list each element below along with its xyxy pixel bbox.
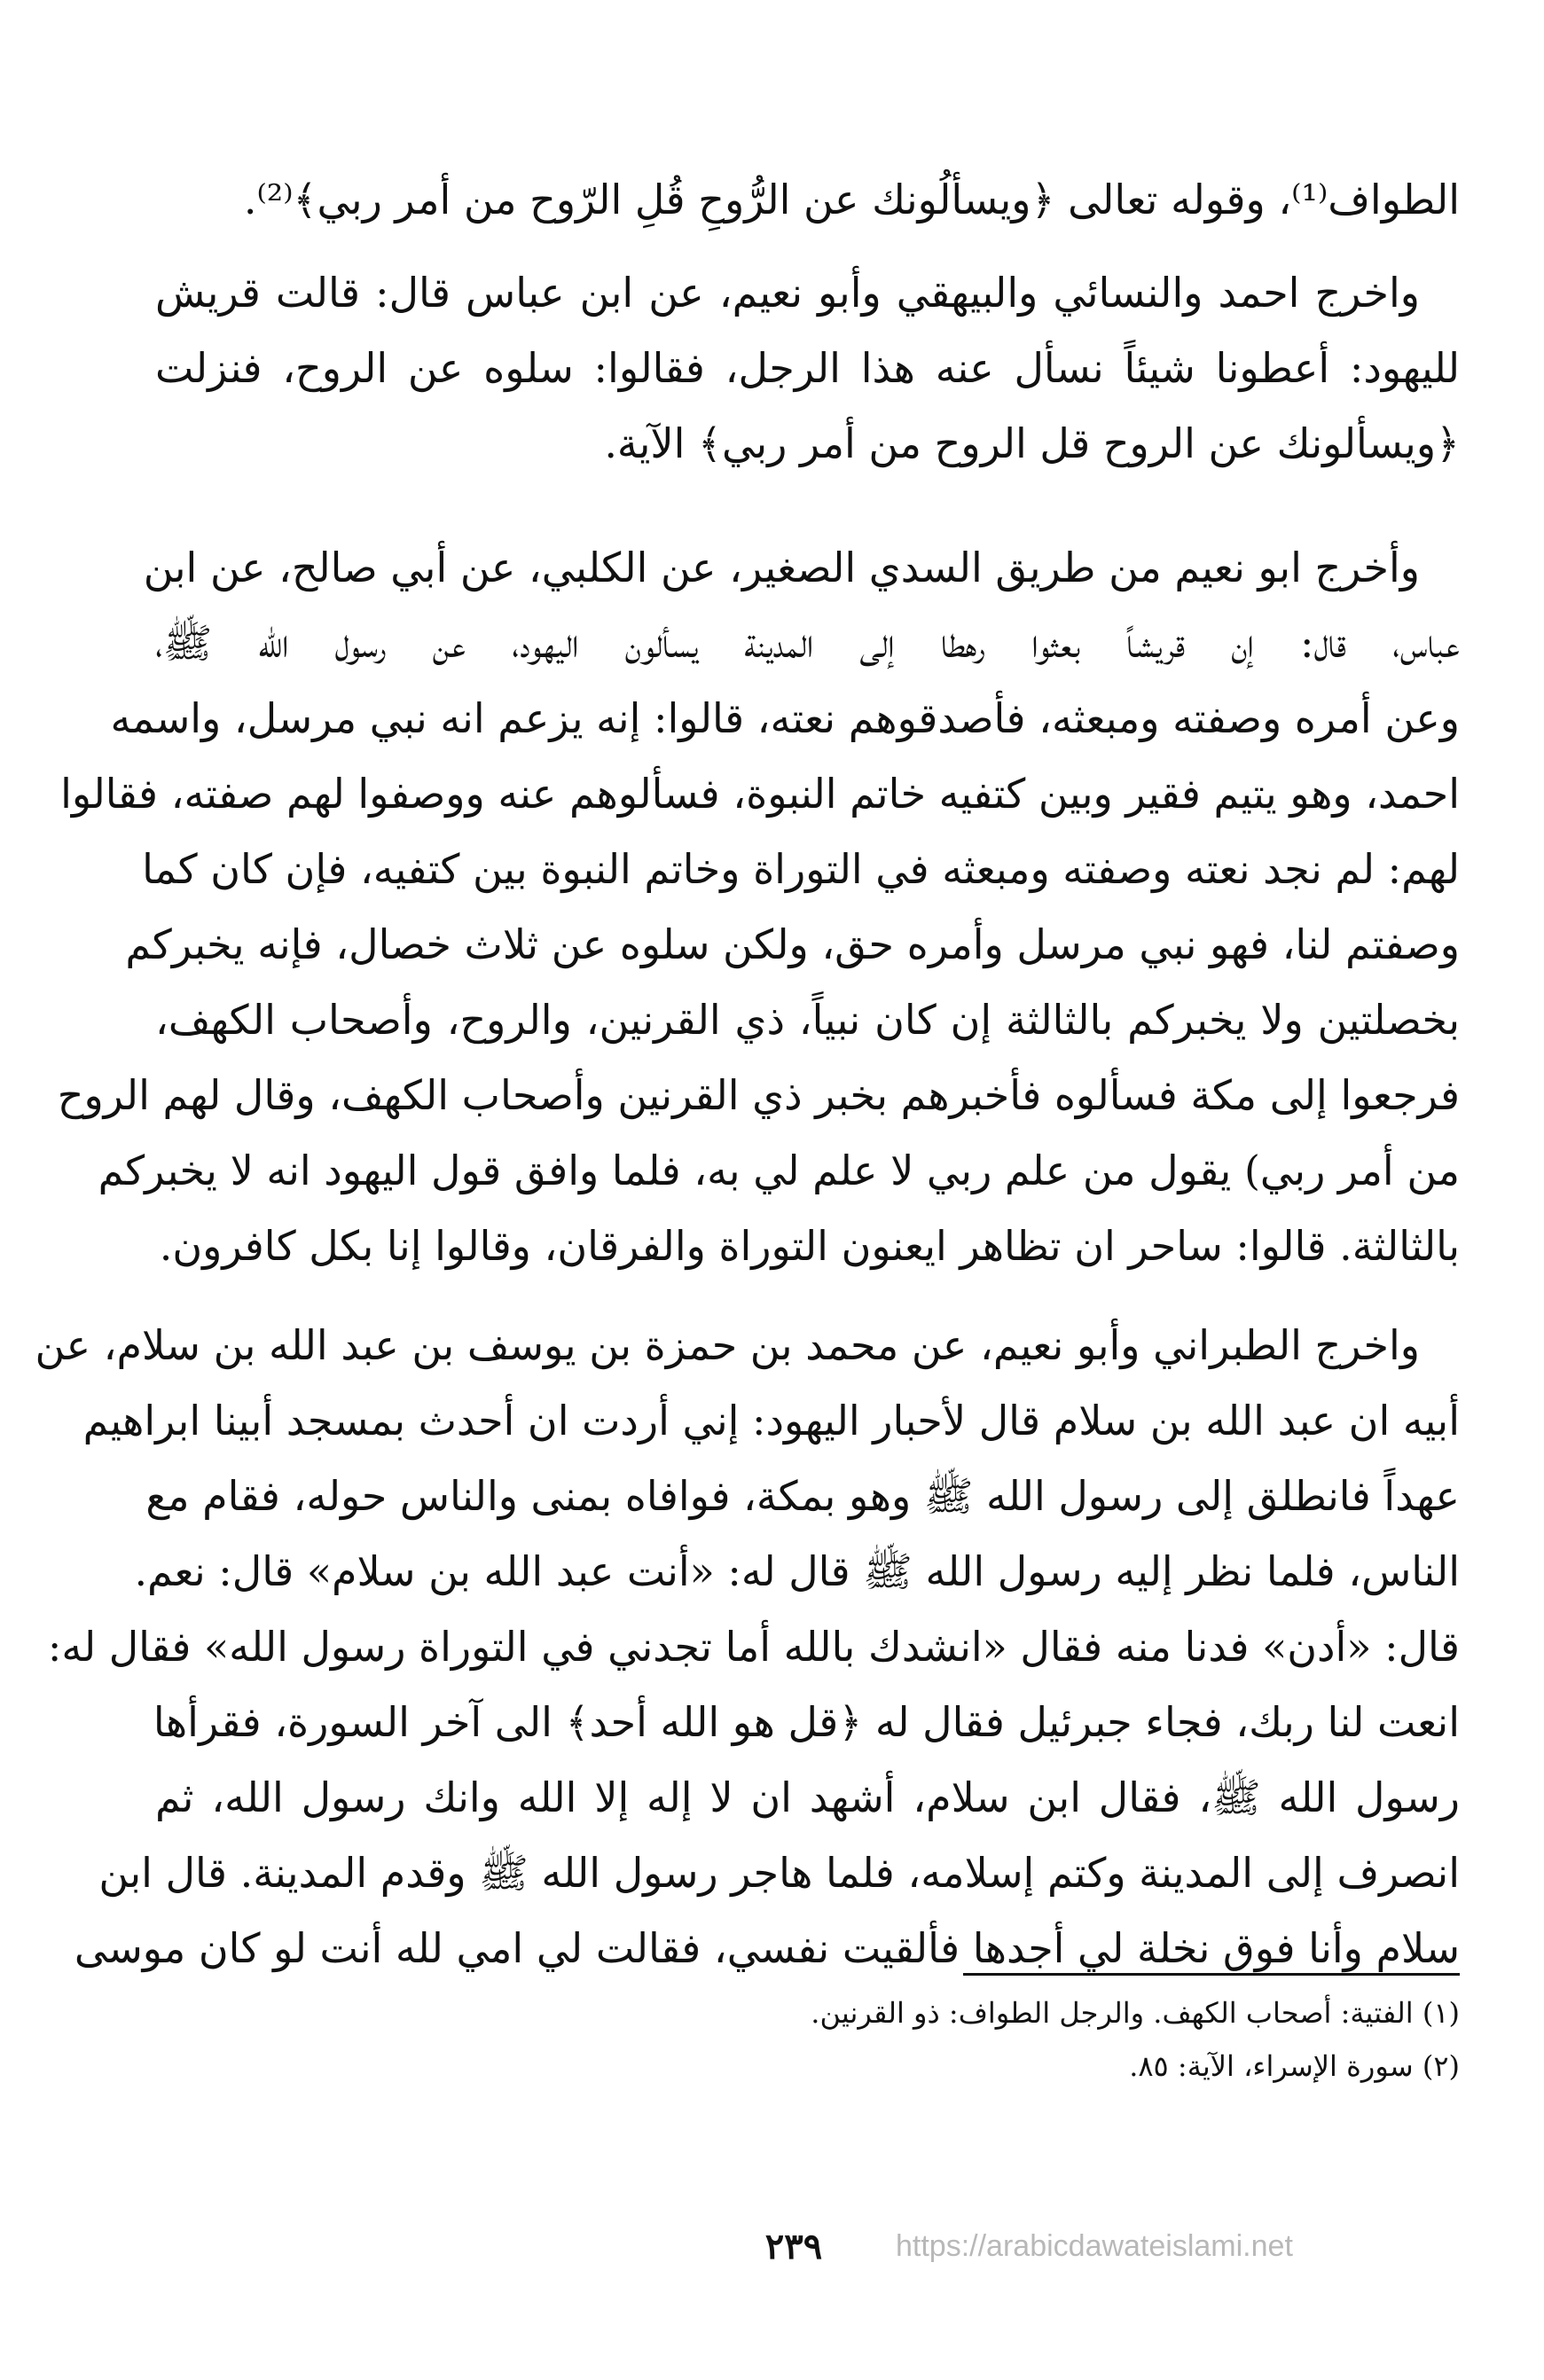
footnotes (155, 1986, 1460, 2093)
text-line: الطواف⁽¹⁾، وقوله تعالى ﴿ويسألُونك عن الرُّوحِ قُلِ الرّوح من أمر ربي﴾⁽²⁾. (243, 176, 1460, 223)
text-line: وصفتم لنا، فهو نبي مرسل وأمره حق، ولكن سلوه عن ثلاث خصال، فإنه يخبركم (125, 920, 1460, 968)
text-line: انصرف إلى المدينة وكتم إسلامه، فلما هاجر رسول الله ﷺ وقدم المدينة. قال ابن (98, 1849, 1460, 1897)
text-line: وعن أمره وصفته ومبعثه، فأصدقوهم نعته، قالوا: إنه يزعم انه نبي مرسل، واسمه (110, 694, 1460, 742)
text-line: من أمر ربي) يقول من علم ربي لا علم لي به، فلما وافق قول اليهود انه لا يخبركم (98, 1147, 1460, 1194)
watermark-url: https://arabicdawateislami.net (896, 2229, 1293, 2263)
text-line: لهم: لم نجد نعته وصفته ومبعثه في التوراة وخاتم النبوة بين كتفيه، فإن كان كما (142, 845, 1460, 893)
text-line: وأخرج ابو نعيم من طريق السدي الصغير، عن الكلبي، عن أبي صالح، عن ابن (143, 544, 1420, 591)
text-line: سلام وأنا فوق نخلة لي أجدها فألقيت نفسي، فقالت لي امي لله أنت لو كان موسى (74, 1924, 1460, 1972)
text-line: واخرج احمد والنسائي والبيهقي وأبو نعيم، عن ابن عباس قال: قالت قريش (155, 269, 1420, 317)
page-number: ٢٣٩ (764, 2226, 823, 2267)
text-line: عباس، قال: إن قريشاً بعثوا رهطا إلى المدينة يسألون اليهود، عن رسول الله ﷺ، (155, 619, 1460, 667)
text-line: ﴿ويسألونك عن الروح قل الروح من أمر ربي﴾ الآية. (604, 419, 1460, 467)
text-line: لليهود: أعطونا شيئاً نسأل عنه هذا الرجل، فقالوا: سلوه عن الروح، فنزلت (155, 344, 1460, 392)
text-line: عهداً فانطلق إلى رسول الله ﷺ وهو بمكة، فوافاه بمنى والناس حوله، فقام مع (145, 1472, 1460, 1520)
text-line: انعت لنا ربك، فجاء جبرئيل فقال له ﴿قل هو الله أحد﴾ الى آخر السورة، فقرأها (153, 1698, 1460, 1746)
paragraph-1 (155, 162, 1460, 238)
paragraph-2 (155, 255, 1460, 481)
text-line: فرجعوا إلى مكة فسألوه فأخبرهم بخبر ذي القرنين وأصحاب الكهف، وقال لهم الروح (57, 1071, 1460, 1119)
text-line: بخصلتين ولا يخبركم بالثالثة إن كان نبياً، ذي القرنين، والروح، وأصحاب الكهف، (155, 996, 1460, 1044)
paragraph-3 (57, 530, 1460, 1284)
footnote-2: (٢) سورة الإسراء، الآية: ٨٥. (1129, 2049, 1460, 2083)
text-line: بالثالثة. قالوا: ساحر ان تظاهر ايعنون التوراة والفرقان، وقالوا إنا بكل كافرون. (159, 1222, 1460, 1270)
text-line: قال: «أدن» فدنا منه فقال «انشدك بالله أما تجدني في التوراة رسول الله» فقال له: (47, 1623, 1460, 1671)
text-line: واخرج الطبراني وأبو نعيم، عن محمد بن حمزة بن يوسف بن عبد الله بن سلام، عن (35, 1321, 1420, 1369)
footnote-1: (١) الفتية: أصحاب الكهف. والرجل الطواف: ذو القرنين. (811, 1996, 1460, 2030)
paragraph-4 (35, 1308, 1460, 1986)
text-line: أبيه ان عبد الله بن سلام قال لأحبار اليهود: إني أردت ان أحدث بمسجد أبينا ابراهيم (82, 1397, 1460, 1444)
text-line: احمد، وهو يتيم فقير وبين كتفيه خاتم النبوة، فسألوهم عنه ووصفوا لهم صفته، فقالوا (60, 770, 1460, 818)
text-line: رسول الله ﷺ، فقال ابن سلام، أشهد ان لا إله إلا الله وانك رسول الله، ثم (155, 1773, 1460, 1821)
footnote-divider (963, 1973, 1460, 1976)
text-line: الناس، فلما نظر إليه رسول الله ﷺ قال له: «أنت عبد الله بن سلام» قال: نعم. (134, 1547, 1460, 1595)
